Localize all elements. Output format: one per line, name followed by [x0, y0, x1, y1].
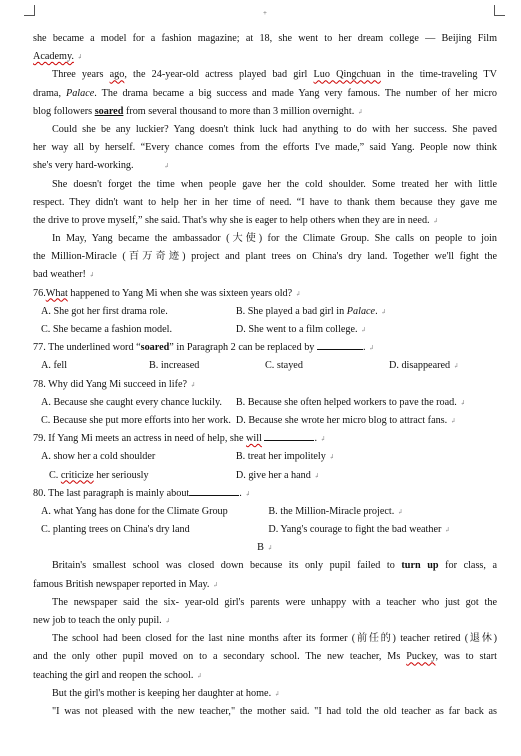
option-b[interactable]: B. She played a bad girl in Palace. ↲ — [235, 305, 387, 317]
section-b-paragraph-2: The newspaper said the six- year-old girl's parents were unhappy with a teacher who just got the — [52, 596, 497, 608]
option-d[interactable]: D. give her a hand ↲ — [235, 469, 320, 481]
question-77-options-row — [33, 357, 497, 375]
option-d[interactable]: D. disappeared ↲ — [389, 360, 459, 372]
question-77-stem: 77. The underlined word “soared” in Paragraph 2 can be replaced by . ↲ — [33, 339, 497, 357]
section-b-paragraph-5: "I was not pleased with the new teacher," the mother said. "I had told the old teacher as far back as — [52, 705, 497, 717]
option-a[interactable]: A. show her a cold shoulder — [41, 451, 156, 463]
answer-blank[interactable] — [264, 430, 314, 441]
question-80-options-row — [33, 503, 497, 521]
question-76-options-row — [33, 321, 497, 339]
section-b-line: famous British newspaper reported in May. ↲ — [33, 578, 219, 590]
option-c[interactable]: C. She became a fashion model. — [41, 324, 172, 335]
answer-blank[interactable] — [317, 339, 363, 350]
paragraph-mark: ↲ — [76, 53, 83, 62]
option-c[interactable]: C. Because she put more efforts into her work. — [41, 414, 231, 426]
section-b-paragraph-4: But the girl's mother is keeping her daughter at home. ↲ — [52, 687, 280, 699]
section-b-line: and the only other pupil moved on to a secondary school. The new teacher, Ms Puckey, was to start — [33, 651, 497, 663]
question-76-stem: 76.What happened to Yang Mi when she was sixteen years old? ↲ — [33, 287, 302, 299]
question-78-options-row — [33, 394, 497, 412]
option-d[interactable]: D. She went to a film college. ↲ — [235, 324, 367, 335]
option-b[interactable]: B. Because she often helped workers to pave the road. ↲ — [235, 396, 466, 408]
passage-a-line: drama, Palace. The drama became a big success and made Yang very famous. The number of her micro — [33, 87, 497, 99]
passage-a-line: Academy. ↲ — [33, 51, 83, 63]
option-a[interactable]: A. fell — [41, 360, 68, 372]
option-a[interactable]: A. Because she caught every chance luckily. — [41, 396, 222, 408]
question-79-options-row — [33, 448, 497, 466]
passage-a-line: blog followers soared from several thousand to more than 3 million overnight. ↲ — [33, 105, 364, 117]
option-b[interactable]: B. the Million-Miracle project. ↲ — [268, 505, 404, 517]
passage-a-paragraph-3: Could she be any luckier? Yang doesn't think luck had anything to do with her success. She paved — [52, 123, 497, 135]
passage-a-line: respect. They didn't want to help her in her time of need. “I have to thank them because they gave me — [33, 196, 497, 208]
option-d[interactable]: D. Yang's courage to fight the bad weather ↲ — [268, 524, 451, 536]
passage-a-line: she's very hard-working. ↲ — [33, 160, 170, 172]
passage-a-paragraph-5: In May, Yang became the ambassador (大使) for the Climate Group. She calls on people to join — [52, 233, 497, 245]
crop-mark-top-right — [494, 5, 505, 16]
section-b-line: new job to teach the only pupil. ↲ — [33, 615, 171, 626]
option-c[interactable]: C. stayed — [265, 360, 303, 372]
crop-mark-top-left — [24, 5, 35, 16]
option-a[interactable]: A. what Yang has done for the Climate Group — [41, 505, 228, 517]
option-b[interactable]: B. increased — [149, 360, 200, 372]
option-b[interactable]: B. treat her impolitely ↲ — [235, 451, 335, 463]
question-76-options-row — [33, 303, 497, 321]
question-80-options-row — [33, 521, 497, 539]
passage-a-line: she became a model for a fashion magazine; at 18, she went to her dream college — Beijing Film — [33, 33, 497, 44]
section-b-paragraph-1: Britain's smallest school was closed down because its only pupil failed to turn up for class, a — [52, 560, 498, 572]
answer-blank[interactable] — [189, 485, 239, 496]
passage-a-line: the drive to prove myself,” she said. That's why she is eager to help others when they are in need. ↲ — [33, 214, 439, 226]
header-mark: + — [263, 9, 267, 17]
question-78-options-row — [33, 412, 497, 430]
question-78-stem: 78. Why did Yang Mi succeed in life? ↲ — [33, 378, 196, 390]
question-80-stem: 80. The last paragraph is mainly about . ↲ — [33, 485, 497, 503]
document-page — [33, 30, 497, 721]
passage-a-paragraph-2: Three years ago, the 24-year-old actress played bad girl Luo Qingchuan in the time-traveling TV — [52, 69, 497, 81]
question-79-options-row — [33, 467, 497, 485]
passage-a-line: her way all by herself. “Every chance comes from the efforts I've made,” said Yang. People now think — [33, 142, 497, 154]
option-c[interactable]: C. criticize her seriously — [49, 469, 149, 481]
section-b-paragraph-3: The school had been closed for the last nine months after its former (前任的) teacher retired (退休) — [52, 633, 497, 645]
section-b-heading: B ↲ — [257, 542, 273, 554]
section-b-line: teaching the girl and reopen the school. ↲ — [33, 669, 203, 681]
option-d[interactable]: D. Because she wrote her micro blog to attract fans. ↲ — [235, 414, 457, 426]
passage-a-line: the Million-Miracle (百万奇迹) project and plant trees on China's dry land. Together we'll fight the — [33, 251, 497, 263]
underlined-word: soared — [94, 105, 124, 117]
passage-a-line: bad weather! ↲ — [33, 269, 95, 281]
option-a[interactable]: A. She got her first drama role. — [41, 305, 168, 317]
passage-a-paragraph-4: She doesn't forget the time when people gave her the cold shoulder. Some treated her with little — [52, 178, 497, 190]
option-c[interactable]: C. planting trees on China's dry land — [41, 524, 190, 536]
question-79-stem: 79. If Yang Mi meets an actress in need of help, she will . ↲ — [33, 430, 497, 448]
